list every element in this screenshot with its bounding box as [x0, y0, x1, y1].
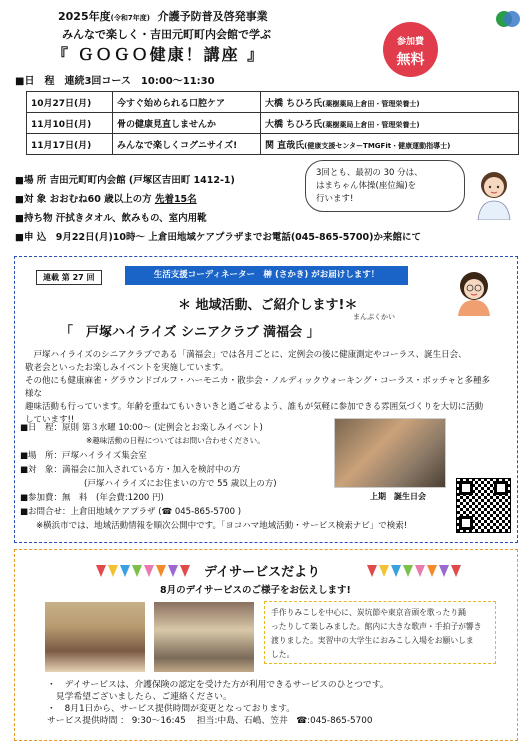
bunting-flags-icon	[367, 565, 467, 579]
feature-body: 戸塚ハイライズのシニアクラブである「満福会」では各月ごとに、定例会の後に健康測定やコーラス、誕生日会、 敬老会といったお楽しみイベントを実施しています。 その他にも健康麻雀・グラウンドゴルフ・ハーモニカ・散歩会・ノルディックウォーキング・コーラス・ボッチャと多種多様な 趣味活動も行っています。年齢を重ねてもいきいきと過ごせるよう、誰もが気軽に参加できる雰囲気づくりを大切に活動 しています!!	[25, 350, 491, 425]
series-tag: 連載 第 27 回	[36, 270, 102, 285]
place-info: ■場 所 吉田元町町内会館 (戸塚区吉田町 1412-1)	[15, 175, 235, 186]
club-fee: ■参加費：無 料 (年会費:1200 円)	[20, 493, 164, 503]
items-info: ■持ち物 汗拭きタオル、飲みもの、室内用靴	[15, 213, 207, 224]
dayservice-title: デイサービスだより	[204, 565, 321, 580]
page-title: 『 ＧＯＧＯ健康！講座 』	[52, 45, 266, 64]
header-line-2: みんなで楽しく・吉田元町町内会館で学ぶ	[62, 28, 271, 41]
badge-top-text: 参加費	[396, 37, 424, 47]
note-line: ・ デイサービスは、介護保険の認定を受けた方が利用できるサービスのひとつです。	[47, 680, 389, 690]
staff-names: 担当:中島、石嶋、笠井	[196, 716, 288, 726]
service-hours-line: サービス提供時間 ： 9:30～16:45 担当:中島、石嶋、笠井 ☎:045-865-5700	[47, 716, 373, 726]
apply-info: ■申 込 9月22日(月)10時～ 上倉田地域ケアプラザまでお電話(045-865-5700)か来館にて	[15, 232, 421, 243]
dayservice-report: 手作りみこしを中心に、炭坑節や東京音頭を歌ったり踊 ったりして楽しみました。館内に大きな歌声・手拍子が響き 渡りました。実習中の大学生におみこし入場をお願いしま した。	[264, 601, 496, 664]
session-topic: 骨の健康見直しませんか	[113, 113, 261, 134]
speech-bubble: 3回とも、最初の 30 分は、 はまちゃん体操(座位編)を 行います!	[305, 160, 465, 212]
free-badge	[383, 22, 438, 77]
table-row	[27, 113, 519, 134]
schedule-heading: ■日 程 連続3回コース 10:00～11:30	[15, 76, 215, 87]
session-speaker: 大橋 ちひろ氏(薬樹薬局上倉田・管理栄養士)	[261, 113, 519, 134]
target-info: ■対 象 おおむね60 歳以上の方 先着15名	[15, 194, 197, 205]
club-note: ※横浜市では、地域活動情報を順次公開中です。「ヨコハマ地域活動・サービス検索ナビ」で検索!	[36, 521, 408, 531]
badge-bottom-text: 無料	[396, 52, 425, 68]
phone-number: ☎:045-865-5700	[296, 716, 373, 726]
session-date: 11月10日(月)	[27, 113, 113, 134]
fiscal-year-reiwa: (令和7年度)	[110, 14, 150, 22]
program-name: 介護予防普及啓発事業	[157, 10, 268, 23]
dayservice-notes	[47, 679, 507, 727]
coordinator-illustration-icon	[452, 268, 497, 316]
event-photo-1	[45, 602, 145, 672]
club-place: ■場 所：戸塚ハイライズ集会室	[20, 451, 147, 461]
club-title: 「 戸塚ハイライズ シニアクラブ 満福会 」	[60, 325, 320, 340]
event-photo-2	[154, 602, 254, 672]
table-row	[27, 134, 519, 155]
fiscal-year: 2025年度	[58, 10, 111, 23]
birthday-party-photo	[334, 418, 446, 488]
session-speaker: 関 直哉氏(健康支援センターTMGFit・健康運動指導士)	[261, 134, 519, 155]
session-date: 11月17日(月)	[27, 134, 113, 155]
session-speaker: 大橋 ちひろ氏(薬樹薬局上倉田・管理栄養士)	[261, 92, 519, 113]
club-schedule-note: ※趣味活動の日程についてはお問い合わせください。	[86, 436, 265, 445]
club-target-note: (戸塚ハイライズにお住まいの方で 55 歳以上の方)	[84, 479, 277, 489]
feature-subtitle: ＊ 地域活動、ご紹介します!＊	[178, 298, 358, 313]
schedule-table	[26, 91, 519, 155]
dayservice-subtitle: 8月のデイサービスのご様子をお伝えします!	[160, 585, 351, 596]
logo-icon	[495, 8, 521, 30]
table-row	[27, 92, 519, 113]
bunting-flags-icon	[96, 565, 196, 579]
club-contact: ■お問合せ：上倉田地域ケアプラザ (☎ 045-865-5700 )	[20, 507, 242, 517]
nurse-illustration-icon	[470, 165, 518, 220]
coordinator-banner: 生活支援コーディネーター 榊 (さかき) がお届けします！	[125, 266, 408, 285]
note-line: 見学希望ございましたら、ご連絡ください。	[47, 692, 232, 702]
club-target: ■対 象：満福会に加入されている方・加入を検討中の方	[20, 465, 241, 475]
session-date: 10月27日(月)	[27, 92, 113, 113]
note-line: ・ 8月1日から、サービス提供時間が変更となっております。	[47, 704, 296, 714]
header-line-1	[58, 8, 268, 24]
session-topic: 今すぐ始められる口腔ケア	[113, 92, 261, 113]
session-topic: みんなで楽しくコグニサイズ!	[113, 134, 261, 155]
photo-caption: 上期 誕生日会	[370, 492, 426, 501]
capacity-text: 先着15名	[154, 194, 197, 205]
club-schedule: ■日 程：原則 第３水曜 10:00～ (定例会とお楽しみイベント)	[20, 423, 263, 433]
club-name-ruby: まんぷくかい	[353, 313, 395, 321]
qr-code[interactable]	[456, 478, 511, 533]
